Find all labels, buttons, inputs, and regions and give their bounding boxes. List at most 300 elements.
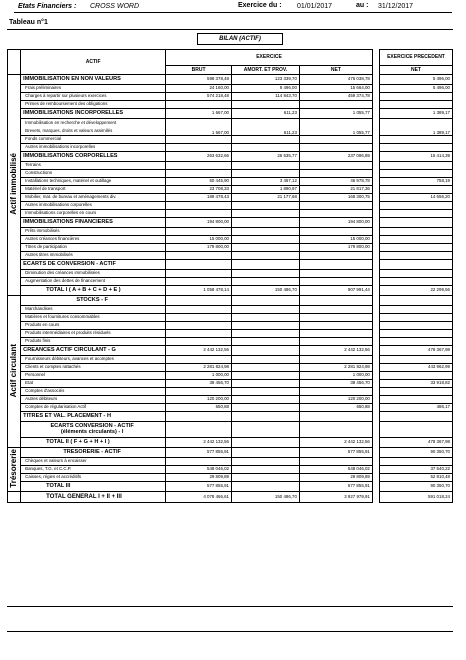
amort-value <box>232 466 300 474</box>
net-prec-value <box>379 412 452 422</box>
row-label: Comptes d'associés <box>21 388 166 396</box>
brut-value: 2 442 132,56 <box>166 346 232 356</box>
net-prec-value <box>379 186 452 194</box>
row-label: Primes de remboursement des obligations <box>21 101 166 109</box>
net-prec-value: 486,17 <box>379 404 452 412</box>
amort-value <box>232 170 300 178</box>
section-row <box>8 218 453 228</box>
col-spacer <box>372 330 379 338</box>
net-prec-value: 478 367,98 <box>379 346 452 356</box>
brut-value: 1 058 478,14 <box>166 286 232 296</box>
table-row <box>8 210 453 218</box>
col-spacer <box>372 388 379 396</box>
row-label: Installations techniques, matériel et outillage <box>21 178 166 186</box>
net-prec-value: 52 810,48 <box>379 474 452 482</box>
net-prec-value: 90 350,70 <box>379 448 452 458</box>
col-spacer <box>372 152 379 162</box>
amort-value <box>232 396 300 404</box>
net-value <box>299 228 372 236</box>
net-value <box>299 101 372 109</box>
col-spacer <box>372 338 379 346</box>
amort-value <box>232 210 300 218</box>
title-rule <box>7 29 453 30</box>
amort-value <box>232 482 300 492</box>
net-prec-value <box>379 270 452 278</box>
amort-value <box>232 448 300 458</box>
col-spacer <box>372 270 379 278</box>
net-prec-value <box>379 93 452 101</box>
col-spacer <box>372 101 379 109</box>
amort-value <box>232 438 300 448</box>
header-corner <box>8 50 21 75</box>
row-label: Titres de participation <box>21 244 166 252</box>
bilan-actif-table <box>7 49 453 503</box>
brut-value: 598 378,48 <box>166 75 232 85</box>
net-value: 2 442 132,56 <box>299 438 372 448</box>
table-row <box>8 270 453 278</box>
table-row <box>8 338 453 346</box>
table-row <box>8 388 453 396</box>
net-value: 2 442 132,56 <box>299 346 372 356</box>
page-title: BILAN (ACTIF) <box>197 33 283 45</box>
brut-value: 4 078 466,61 <box>166 492 232 503</box>
row-label: Autres titres immobilisés <box>21 252 166 260</box>
net-value: 1 000,00 <box>299 372 372 380</box>
amort-value: 3 467,12 <box>232 178 300 186</box>
tableau-number: Tableau n°1 <box>9 19 48 26</box>
col-spacer <box>372 306 379 314</box>
net-prec-value: 15 414,39 <box>379 152 452 162</box>
row-label: Produits finis <box>21 338 166 346</box>
table-row <box>8 372 453 380</box>
col-spacer <box>372 194 379 202</box>
net-prec-value <box>379 162 452 170</box>
brut-value <box>166 101 232 109</box>
net-value <box>299 170 372 178</box>
col-spacer <box>372 314 379 322</box>
table-row <box>8 380 453 388</box>
col-spacer <box>372 218 379 228</box>
amort-value <box>232 228 300 236</box>
amort-value <box>232 270 300 278</box>
brut-value: 194 800,00 <box>166 218 232 228</box>
row-label: Immobilisations corporelles en cours <box>21 210 166 218</box>
row-label: Etat <box>21 380 166 388</box>
row-label: STOCKS - F <box>21 296 166 306</box>
exercice-du-label: Exercice du : <box>238 2 282 9</box>
date-to: 31/12/2017 <box>378 3 414 10</box>
brut-value <box>166 270 232 278</box>
net-prec-value: 591 018,24 <box>379 492 452 503</box>
brut-value: 2 442 132,56 <box>166 438 232 448</box>
amort-value: 150 486,70 <box>232 286 300 296</box>
col-spacer <box>372 356 379 364</box>
col-header-net: NET <box>299 66 372 75</box>
amort-value <box>232 372 300 380</box>
col-spacer <box>372 244 379 252</box>
row-label: ECARTS DE CONVERSION - ACTIF <box>21 260 166 270</box>
table-row <box>8 119 453 136</box>
table-row <box>8 314 453 322</box>
amort-value <box>232 314 300 322</box>
amort-value <box>232 252 300 260</box>
net-prec-value <box>379 236 452 244</box>
section-row <box>8 422 453 438</box>
row-label: IMMOBILISATIONS FINANCIERES <box>21 218 166 228</box>
brut-value <box>166 338 232 346</box>
net-value <box>299 356 372 364</box>
brut-value <box>166 458 232 466</box>
col-header-brut: BRUT <box>166 66 232 75</box>
net-value: 3 927 979,91 <box>299 492 372 503</box>
table-row <box>8 162 453 170</box>
col-spacer <box>372 482 379 492</box>
section-row <box>8 109 453 119</box>
net-value: 194 800,00 <box>299 218 372 228</box>
amort-value <box>232 458 300 466</box>
col-spacer <box>372 228 379 236</box>
row-label: TOTAL II ( F + G + H + I ) <box>21 438 166 448</box>
brut-value: 1 667,00 <box>166 109 232 119</box>
net-value <box>299 338 372 346</box>
net-value: 2 281 824,98 <box>299 364 372 372</box>
row-label: Fournisseurs débiteurs, avances et acomptes <box>21 356 166 364</box>
col-spacer <box>372 109 379 119</box>
net-prec-value: 33 918,82 <box>379 380 452 388</box>
brut-value: 2 281 824,98 <box>166 364 232 372</box>
brut-value <box>166 170 232 178</box>
section-row <box>8 75 453 85</box>
net-value: 475 038,78 <box>299 75 372 85</box>
col-spacer <box>372 474 379 482</box>
row-label-line-2: Brevets, marques, droits et valeurs assimilés <box>25 127 113 133</box>
net-value <box>299 210 372 218</box>
col-spacer <box>372 404 379 412</box>
header-underline <box>14 12 452 13</box>
table-row <box>8 186 453 194</box>
row-label: Chèques et valeurs à encaisser <box>21 458 166 466</box>
amort-value: 150 486,70 <box>232 492 300 503</box>
net-value <box>299 330 372 338</box>
col-spacer <box>372 136 379 144</box>
amort-value <box>232 162 300 170</box>
amort-value <box>232 404 300 412</box>
amort-value <box>232 474 300 482</box>
amort-value <box>232 136 300 144</box>
net-value: 15 664,00 <box>299 85 372 93</box>
table-row <box>8 466 453 474</box>
row-label: Autres immobilisations corporelles <box>21 202 166 210</box>
col-spacer <box>372 119 379 136</box>
col-header-exercice-precedent: EXERCICE PRECEDENT <box>379 50 452 66</box>
section-row <box>8 448 453 458</box>
row-label: TOTAL I ( A + B + C + D + E ) <box>21 286 166 296</box>
row-label: Autres débiteurs <box>21 396 166 404</box>
net-prec-value <box>379 244 452 252</box>
col-spacer <box>372 186 379 194</box>
row-label: Produits intermédiaires et produits résiduels <box>21 330 166 338</box>
section-row <box>8 346 453 356</box>
net-prec-value <box>379 306 452 314</box>
net-value: 237 096,89 <box>299 152 372 162</box>
net-prec-value <box>379 210 452 218</box>
brut-value: 574 218,48 <box>166 93 232 101</box>
side-label-tresorerie-cell <box>8 448 21 492</box>
col-spacer <box>372 260 379 270</box>
col-header-amort: AMORT. ET PROV. <box>232 66 300 75</box>
table-row <box>8 364 453 372</box>
row-label: Autres immobilisations incorporelles <box>21 144 166 152</box>
brut-value: 38 456,70 <box>166 380 232 388</box>
brut-value <box>166 144 232 152</box>
section-row <box>8 296 453 306</box>
row-label: Comptes de régularisation Actif <box>21 404 166 412</box>
row-label: Charges à repartir sur plusieurs exercices <box>21 93 166 101</box>
amort-value <box>232 422 300 438</box>
brut-value <box>166 412 232 422</box>
amort-value: 114 843,70 <box>232 93 300 101</box>
brut-value <box>166 296 232 306</box>
brut-value: 24 160,00 <box>166 85 232 93</box>
col-spacer <box>372 492 379 503</box>
net-prec-value <box>379 101 452 109</box>
section-row <box>8 412 453 422</box>
net-prec-value <box>379 322 452 330</box>
row-label: Produits en cours <box>21 322 166 330</box>
col-spacer <box>372 458 379 466</box>
amort-value <box>232 330 300 338</box>
col-spacer <box>372 422 379 438</box>
brut-value: 1 667,00 <box>166 119 232 136</box>
net-prec-value: 5 496,00 <box>379 85 452 93</box>
net-prec-value: 90 350,70 <box>379 482 452 492</box>
col-spacer <box>372 85 379 93</box>
net-prec-value <box>379 330 452 338</box>
table-row <box>8 178 453 186</box>
net-prec-value: 14 656,20 <box>379 194 452 202</box>
net-value <box>299 306 372 314</box>
net-value <box>299 412 372 422</box>
brut-value: 15 000,00 <box>166 236 232 244</box>
net-value <box>299 322 372 330</box>
table-row <box>8 474 453 482</box>
section-row <box>8 152 453 162</box>
amort-value <box>232 278 300 286</box>
total-row <box>8 438 453 448</box>
col-spacer <box>372 75 379 85</box>
amort-value <box>232 260 300 270</box>
grand-total-side-cell <box>8 492 21 503</box>
net-prec-value: 1 389,17 <box>379 109 452 119</box>
amort-value <box>232 364 300 372</box>
net-prec-value <box>379 144 452 152</box>
net-prec-value: 5 496,00 <box>379 75 452 85</box>
brut-value <box>166 306 232 314</box>
net-prec-value: 478 367,98 <box>379 438 452 448</box>
col-spacer <box>372 448 379 458</box>
net-value: 120 200,00 <box>299 396 372 404</box>
net-value <box>299 388 372 396</box>
total-row <box>8 492 453 503</box>
amort-value <box>232 322 300 330</box>
net-value: 548 046,02 <box>299 466 372 474</box>
brut-value <box>166 260 232 270</box>
net-prec-value: 37 540,22 <box>379 466 452 474</box>
net-value <box>299 252 372 260</box>
row-label: Mobilier, mat. de bureau et aménagements div. <box>21 194 166 202</box>
amort-value: 26 535,77 <box>232 152 300 162</box>
net-value: 650,88 <box>299 404 372 412</box>
row-label: Personnel <box>21 372 166 380</box>
net-prec-value <box>379 228 452 236</box>
table-row <box>8 202 453 210</box>
net-prec-value <box>379 170 452 178</box>
net-prec-value <box>379 252 452 260</box>
net-value: 577 855,91 <box>299 482 372 492</box>
brut-value <box>166 422 232 438</box>
amort-value <box>232 412 300 422</box>
row-label: IMMOBILISATIONS INCORPORELLES <box>21 109 166 119</box>
col-spacer <box>372 286 379 296</box>
total-row <box>8 286 453 296</box>
footer-rule-1 <box>7 606 453 607</box>
brut-value <box>166 202 232 210</box>
header-row-top <box>8 50 453 66</box>
row-label-line-2: (éléments circulants) - I <box>60 428 124 435</box>
row-label <box>21 119 166 136</box>
etats-label: Etats Financiers : <box>18 3 77 10</box>
table-row <box>8 396 453 404</box>
net-value <box>299 278 372 286</box>
col-spacer <box>372 93 379 101</box>
brut-value: 1 000,00 <box>166 372 232 380</box>
col-spacer <box>372 380 379 388</box>
net-value: 1 055,77 <box>299 109 372 119</box>
amort-value: 611,23 <box>232 119 300 136</box>
net-value: 46 978,78 <box>299 178 372 186</box>
row-label: TOTAL GENERAL I + II + III <box>21 492 166 503</box>
net-value <box>299 260 372 270</box>
amort-value <box>232 218 300 228</box>
table-row <box>8 136 453 144</box>
net-value <box>299 162 372 170</box>
amort-value <box>232 346 300 356</box>
col-spacer <box>372 466 379 474</box>
row-label <box>21 422 166 438</box>
net-value: 907 991,44 <box>299 286 372 296</box>
brut-value: 548 046,02 <box>166 466 232 474</box>
brut-value <box>166 356 232 364</box>
table-row <box>8 356 453 364</box>
net-value: 38 456,70 <box>299 380 372 388</box>
net-value: 168 300,75 <box>299 194 372 202</box>
net-value: 459 374,78 <box>299 93 372 101</box>
col-spacer <box>372 364 379 372</box>
col-spacer <box>372 346 379 356</box>
row-label: Matières et fournitures consommables <box>21 314 166 322</box>
brut-value: 577 855,91 <box>166 482 232 492</box>
amort-value <box>232 306 300 314</box>
table-row <box>8 322 453 330</box>
amort-value: 8 496,00 <box>232 85 300 93</box>
net-prec-value <box>379 296 452 306</box>
amort-value: 611,23 <box>232 109 300 119</box>
col-spacer <box>372 322 379 330</box>
col-spacer <box>372 296 379 306</box>
row-label: Constructions <box>21 170 166 178</box>
table-row <box>8 93 453 101</box>
net-value: 29 809,89 <box>299 474 372 482</box>
net-value <box>299 422 372 438</box>
col-spacer <box>372 278 379 286</box>
row-label: Prêts immobilisés <box>21 228 166 236</box>
col-spacer <box>372 178 379 186</box>
date-from: 01/01/2017 <box>297 3 333 10</box>
row-label-line-1: Immobilisation en recherche et développement <box>25 120 117 126</box>
net-prec-value <box>379 202 452 210</box>
row-label: TOTAL III <box>21 482 166 492</box>
net-prec-value <box>379 388 452 396</box>
row-label: Fonds commercial <box>21 136 166 144</box>
net-value: 179 800,00 <box>299 244 372 252</box>
brut-value: 179 800,00 <box>166 244 232 252</box>
col-spacer <box>372 50 379 75</box>
col-spacer <box>372 210 379 218</box>
row-label: Banques, T.G. et C.C.P. <box>21 466 166 474</box>
col-spacer <box>372 252 379 260</box>
row-label: Frais préliminaires <box>21 85 166 93</box>
brut-value: 120 200,00 <box>166 396 232 404</box>
col-spacer <box>372 170 379 178</box>
col-header-actif: ACTIF <box>21 50 166 75</box>
net-prec-value <box>379 314 452 322</box>
table-row <box>8 101 453 109</box>
brut-value: 29 809,89 <box>166 474 232 482</box>
amort-value <box>232 101 300 109</box>
brut-value: 23 708,33 <box>166 186 232 194</box>
amort-value <box>232 356 300 364</box>
net-value <box>299 144 372 152</box>
brut-value: 263 632,66 <box>166 152 232 162</box>
brut-value <box>166 228 232 236</box>
col-header-exercice: EXERCICE <box>166 50 373 66</box>
col-spacer <box>372 438 379 448</box>
total-row <box>8 482 453 492</box>
row-label: Caisses, régies et accréditifs <box>21 474 166 482</box>
net-value: 1 055,77 <box>299 119 372 136</box>
col-spacer <box>372 372 379 380</box>
amort-value: 21 177,68 <box>232 194 300 202</box>
col-spacer <box>372 162 379 170</box>
net-value <box>299 136 372 144</box>
amort-value <box>232 338 300 346</box>
brut-value <box>166 278 232 286</box>
brut-value <box>166 314 232 322</box>
table-row <box>8 404 453 412</box>
table-row <box>8 252 453 260</box>
row-label: Autres créances financières <box>21 236 166 244</box>
net-prec-value <box>379 338 452 346</box>
amort-value <box>232 244 300 252</box>
brut-value: 650,88 <box>166 404 232 412</box>
brut-value <box>166 330 232 338</box>
amort-value <box>232 388 300 396</box>
row-label: Augmentation des dettes de financement <box>21 278 166 286</box>
net-value: 15 000,00 <box>299 236 372 244</box>
brut-value <box>166 388 232 396</box>
table-row <box>8 458 453 466</box>
table-row <box>8 228 453 236</box>
